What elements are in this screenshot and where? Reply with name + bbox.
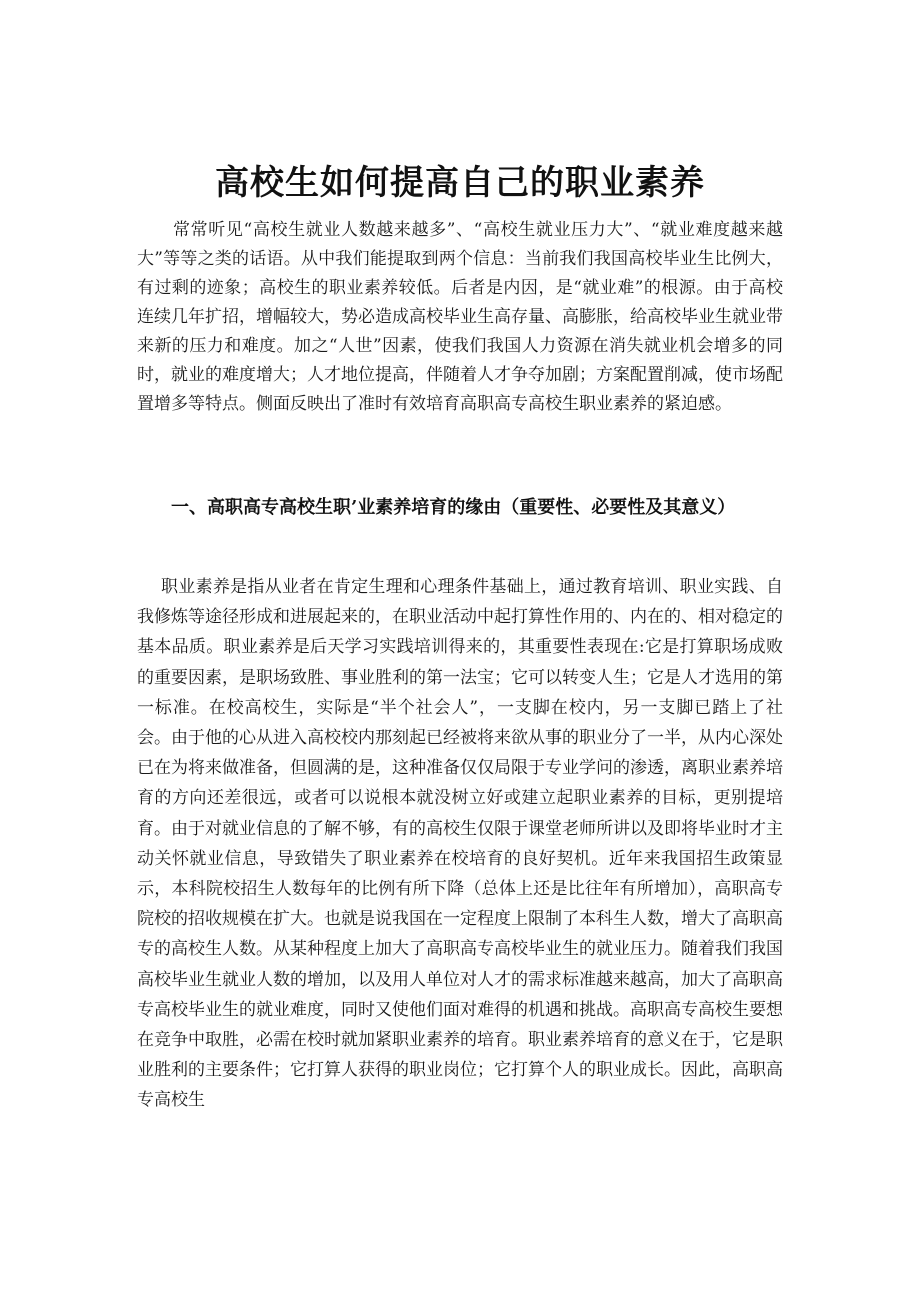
section-heading: 一、高职高专高校生职’业素养培育的缘由（重要性、必要性及其意义）	[171, 497, 736, 518]
intro-paragraph: 常常听见“高校生就业人数越来越多”、“高校生就业压力大”、“就业难度越来越大”等等之类的话语。从中我们能提取到两个信息：当前我们我国高校毕业生比例大，有过剩的迹象；高校生的职业素养较低。后者是内因，是“就业难”的根源。由于高校连续几年扩招，增幅较大，势必造成高校毕业生高存量、高膨胀，给高校毕业生就业带来新的压力和难度。加之“人世”因素，使我们我国人力资源在消失就业机会增多的同时，就业的难度增大；人才地位提高，伴随着人才争夺加剧；方案配置削减，使市场配置增多等特点。侧面反映出了准时有效培育高职高专高校生职业素养的紧迫感。	[137, 220, 783, 414]
document-title: 高校生如何提高自己的职业素养	[215, 162, 705, 203]
body-paragraph: 职业素养是指从业者在肯定生理和心理条件基础上，通过教育培训、职业实践、自我修炼等途径形成和进展起来的，在职业活动中起打算性作用的、内在的、相对稳定的基本品质。职业素养是后天学习实践培训得来的，其重要性表现在:它是打算职场成败的重要因素，是职场致胜、事业胜利的第一法宝；它可以转变人生；它是人才选用的第一标准。在校高校生，实际是“半个社会人”，一支脚在校内，另一支脚已踏上了社会。由于他的心从进入高校校内那刻起已经被将来欲从事的职业分了一半，从内心深处已在为将来做准备，但圆满的是，这种准备仅仅局限于专业学问的渗透，离职业素养培育的方向还差很远，或者可以说根本就没树立好或建立起职业素养的目标，更别提培育。由于对就业信息的了解不够，有的高校生仅限于课堂老师所讲以及即将毕业时才主动关怀就业信息，导致错失了职业素养在校培育的良好契机。近年来我国招生政策显示，本科院校招生人数每年的比例有所下降（总体上还是比往年有所增加），高职高专院校的招收规模在扩大。也就是说我国在一定程度上限制了本科生人数，增大了高职高专的高校生人数。从某种程度上加大了高职高专高校毕业生的就业压力。随着我们我国高校毕业生就业人数的增加，以及用人单位对人才的需求标准越来越高，加大了高职高专高校毕业生的就业难度，同时又使他们面对难得的机遇和挑战。高职高专高校生要想在竞争中取胜，必需在校时就加紧职业素养的培育。职业素养培育的意义在于，它是职业胜利的主要条件；它打算人获得的职业岗位；它打算个人的职业成长。因此，高职高专高校生	[137, 577, 783, 1111]
